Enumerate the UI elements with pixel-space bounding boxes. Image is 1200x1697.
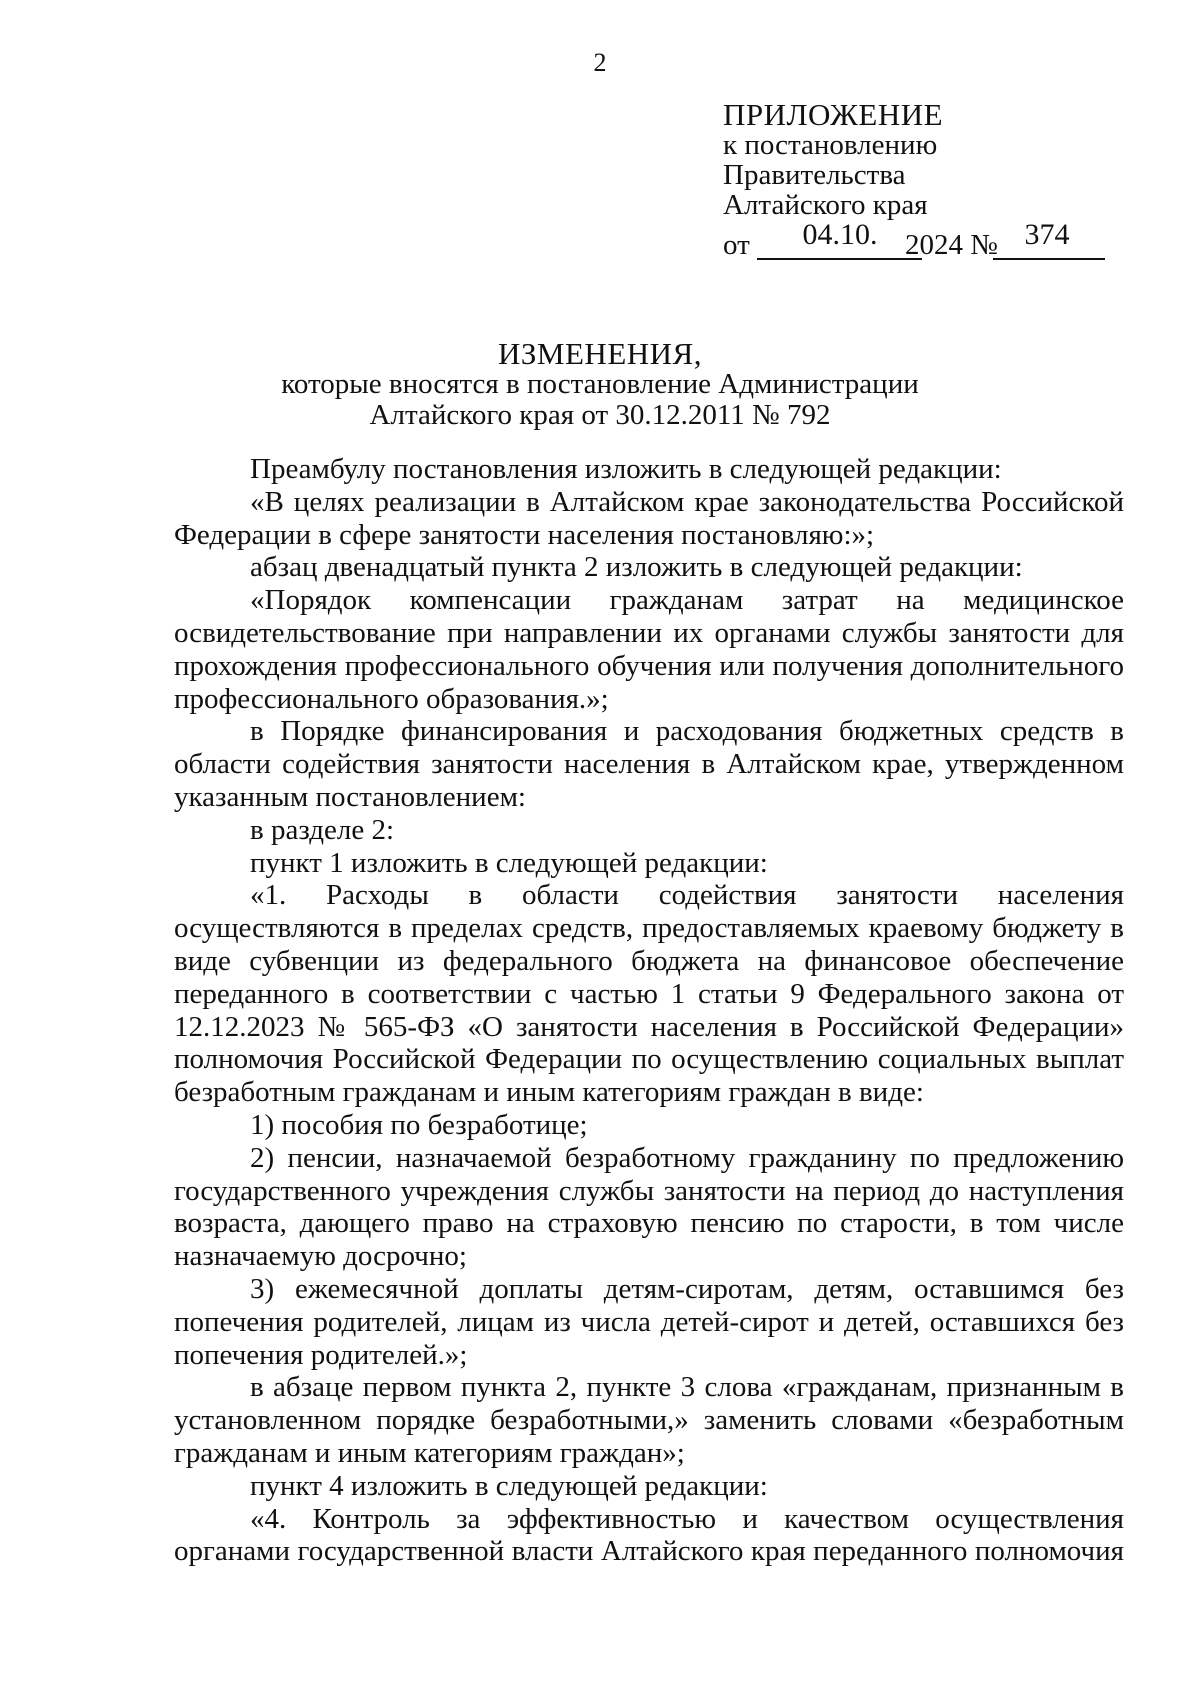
document-number: 374: [1024, 218, 1070, 251]
paragraph: в абзаце первом пункта 2, пункте 3 слова «гражданам, признанным в установленном порядке безработными,» заменить словами «безработным гражданам и иным категориям граждан»;: [174, 1371, 1124, 1469]
paragraph: «В целях реализации в Алтайском крае законодательства Российской Федерации в сфере занятости населения постановляю:»;: [174, 485, 1124, 551]
paragraph: Преамбулу постановления изложить в следующей редакции:: [250, 453, 1002, 485]
paragraph: пункт 1 изложить в следующей редакции:: [250, 846, 768, 879]
date-from-label: от: [723, 229, 750, 261]
appendix-date-line: [723, 218, 1123, 262]
date-year-number-label: 2024 №: [905, 229, 998, 261]
paragraph: пункт 4 изложить в следующей редакции:: [250, 1469, 768, 1502]
heading-line-2: Алтайского края от 30.12.2011 № 792: [369, 399, 831, 431]
paragraph: 3) ежемесячной доплаты детям-сиротам, детям, оставшимся без попечения родителей, лицам из числа детей-сирот и детей, оставшихся без попечения родителей.»;: [174, 1272, 1124, 1371]
paragraph: в разделе 2:: [250, 813, 395, 846]
appendix-line-1: к постановлению Правительства: [723, 129, 938, 191]
paragraph: абзац двенадцатый пункта 2 изложить в следующей редакции:: [250, 551, 1023, 584]
appendix-title: ПРИЛОЖЕНИЕ: [723, 97, 944, 132]
paragraph: «1. Расходы в области содействия занятости населения осуществляются в пределах средств, предоставляемых краевому бюджету в виде субвенции из федерального бюджета на финансовое обеспечение переданного в соответствии с частью 1 статьи 9 Федерального закона от 12.12.2023 № 565-ФЗ «О занятости населения в Российской Федерации» полномочия Российской Федерации по осуществлению социальных выплат безработным гражданам и иным категориям граждан в виде:: [174, 879, 1124, 1109]
heading-title: ИЗМЕНЕНИЯ,: [498, 336, 702, 371]
paragraph: в Порядке финансирования и расходования бюджетных средств в области содействия занятости населения в Алтайском крае, утвержденном указанным постановлением:: [174, 715, 1124, 813]
paragraph: 2) пенсии, назначаемой безработному гражданину по предложению государственного учреждения службы занятости на период до наступления возраста, дающего право на страховую пенсию по старости, в том числе назначаемую досрочно;: [174, 1141, 1124, 1273]
date-underline: [757, 258, 922, 260]
appendix-block: [723, 97, 1123, 262]
paragraph: 1) пособия по безработице;: [250, 1108, 588, 1141]
paragraph: «Порядок компенсации гражданам затрат на медицинское освидетельствование при направлении их органами службы занятости для прохождения профессионального обучения или получения дополнительного профессионального образования.»;: [174, 584, 1124, 715]
date-day-month: 04.10.: [802, 218, 878, 251]
document-heading: [0, 338, 1200, 431]
document-body: [174, 453, 1124, 1568]
paragraph: «4. Контроль за эффективностью и качеством осуществления органами государственной власти Алтайского края переданного полномочия: [174, 1502, 1124, 1568]
page-number: 2: [593, 48, 607, 77]
heading-line-1: которые вносятся в постановление Администрации: [281, 368, 919, 400]
number-underline: [993, 258, 1105, 260]
appendix-line-2: Алтайского края: [723, 189, 928, 221]
